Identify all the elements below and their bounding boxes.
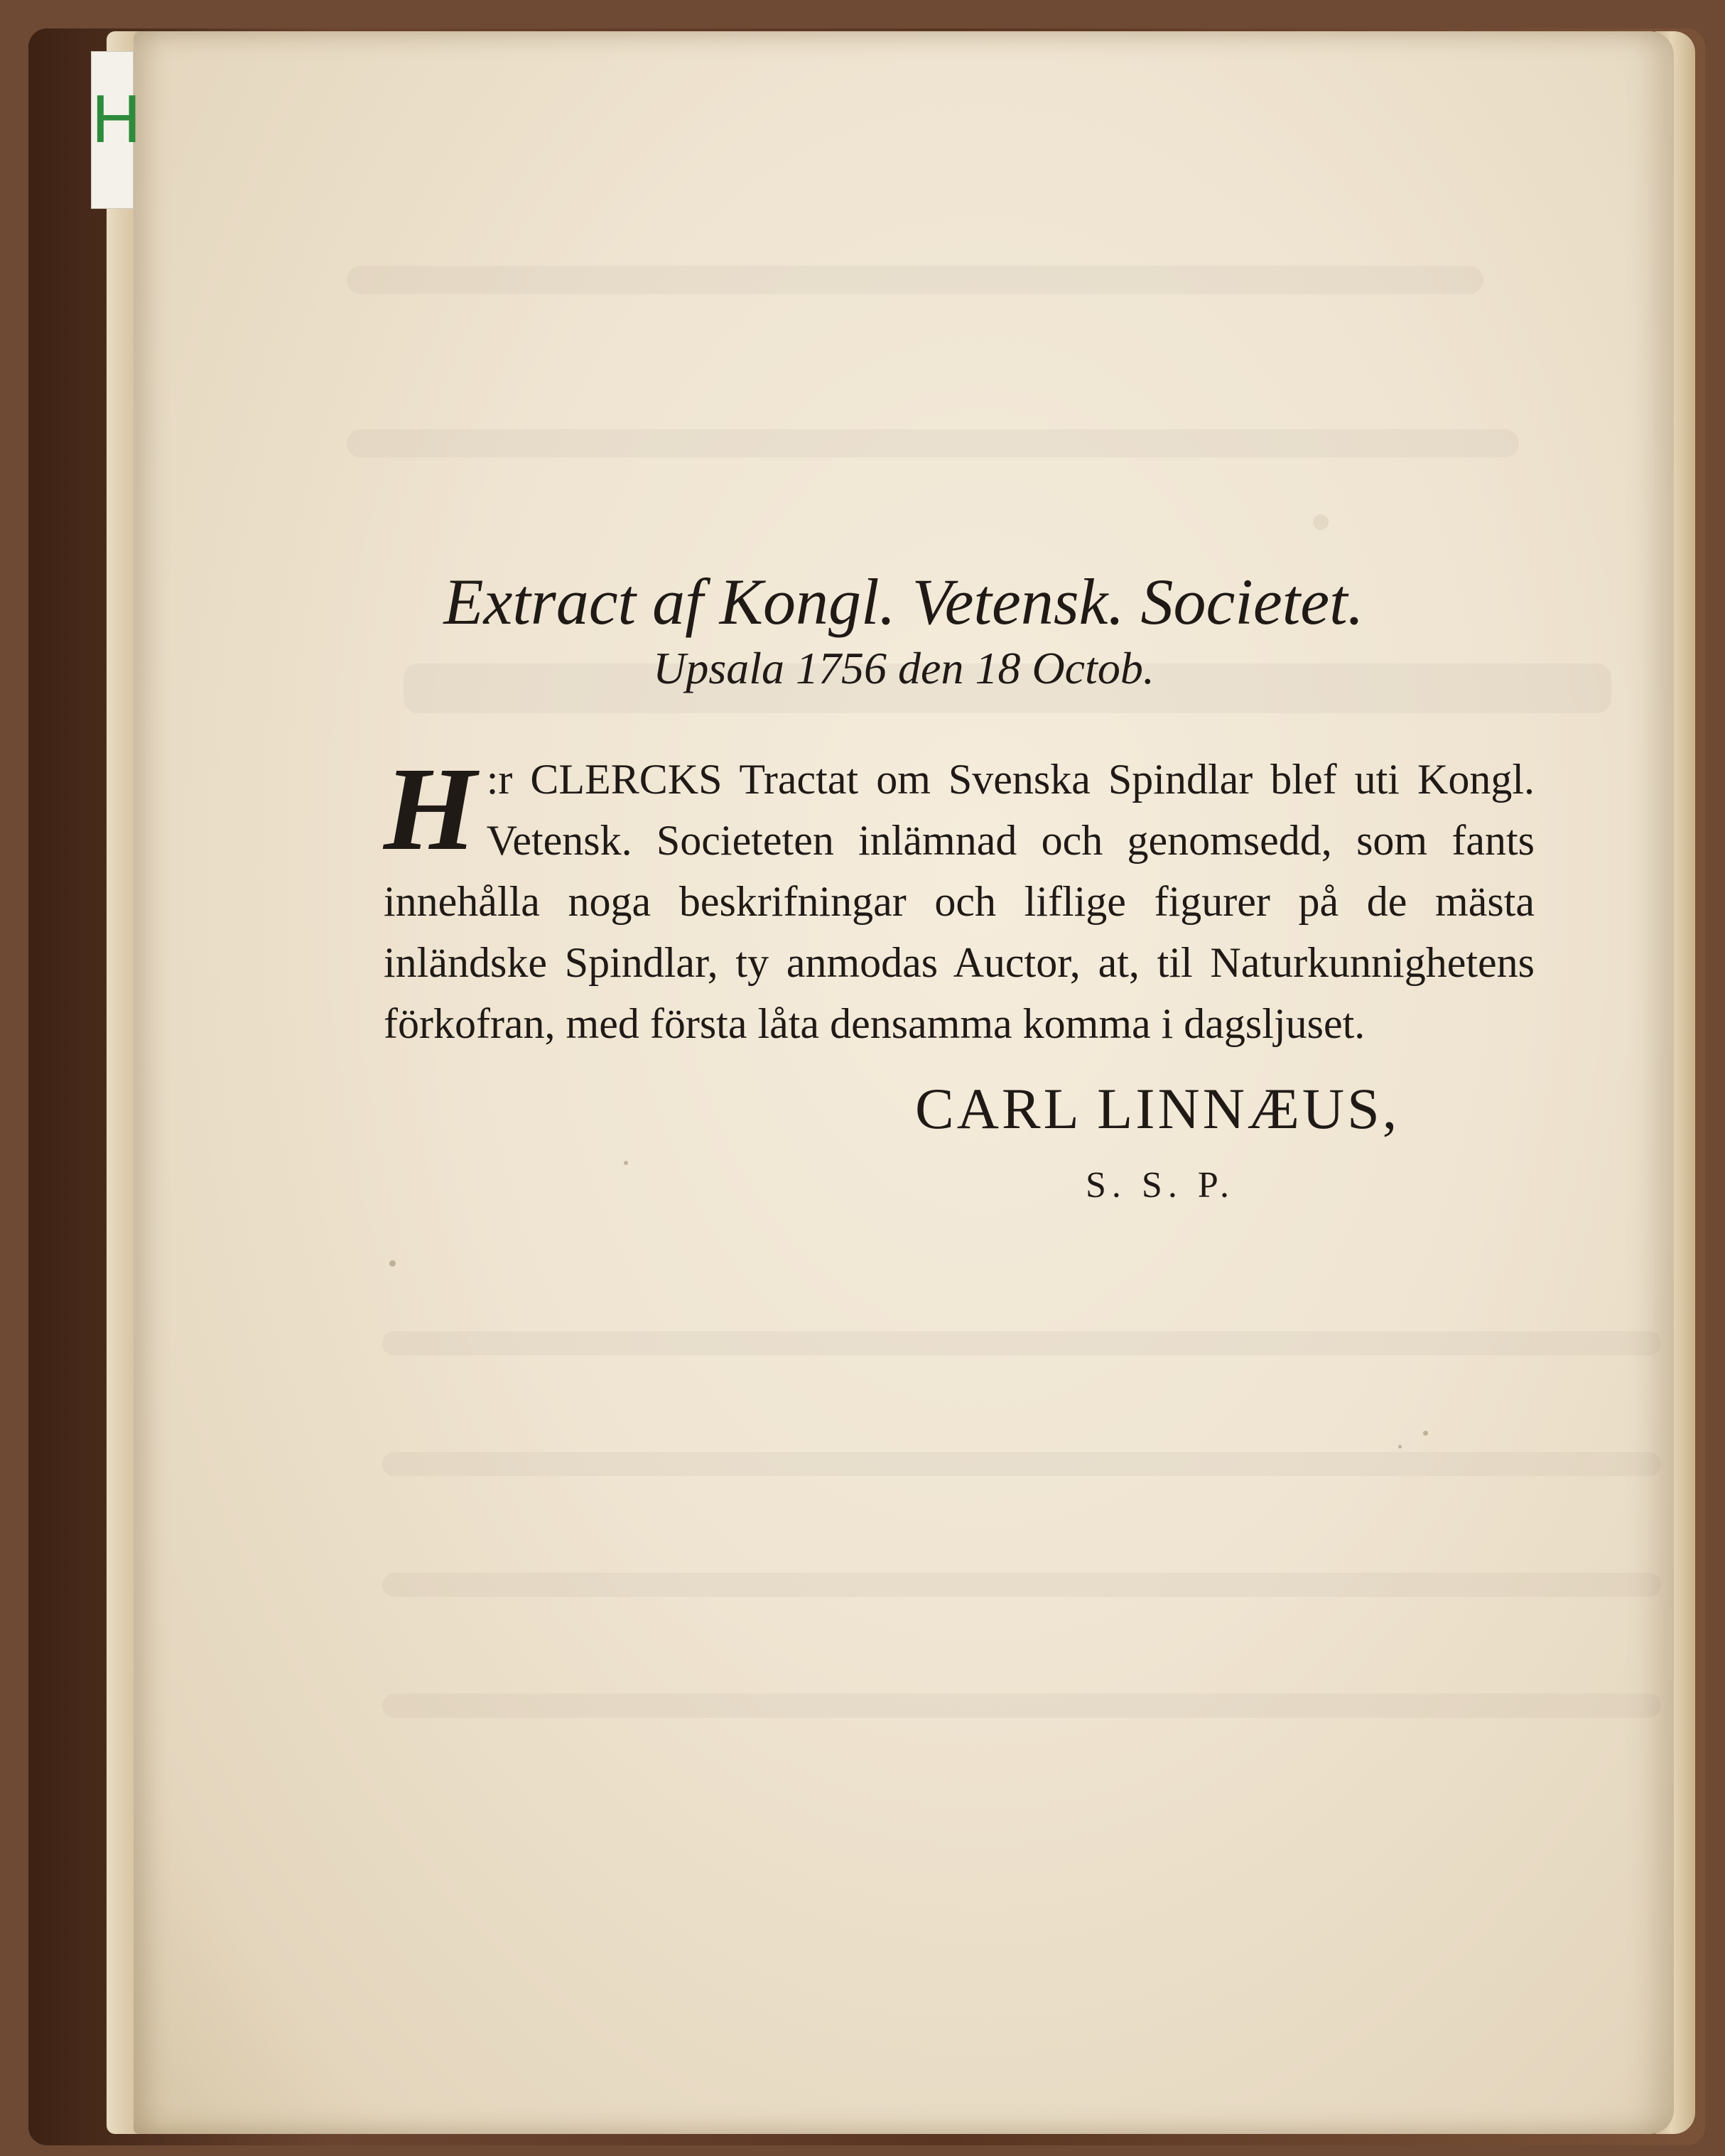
foxing-spot xyxy=(1313,514,1329,530)
page-subtitle: Upsala 1756 den 18 Octob. xyxy=(653,643,1154,693)
bleed-through-band xyxy=(382,1452,1661,1476)
foxing-spot xyxy=(1423,1431,1428,1436)
drop-cap: H xyxy=(384,743,477,875)
catalog-tab xyxy=(91,51,141,209)
book-page xyxy=(134,31,1674,2134)
bleed-through-band xyxy=(347,266,1483,294)
catalog-tab-label: H xyxy=(92,81,141,157)
signature-name: CARL LINNÆUS, xyxy=(915,1076,1400,1141)
foxing-spot xyxy=(1398,1445,1402,1448)
bleed-through-band xyxy=(382,1573,1661,1597)
page-title: Extract af Kongl. Vetensk. Societet. xyxy=(443,565,1364,638)
bleed-through-band xyxy=(347,429,1519,457)
foxing-spot xyxy=(389,1260,396,1267)
body-paragraph xyxy=(384,743,1535,1054)
bleed-through-band xyxy=(382,1331,1661,1355)
body-text: :r CLERCKS Tractat om Svenska Spindlar blef uti Kongl. Vetensk. Societeten inlämnad och genomsedd, som fants innehålla noga beskrifningar och liflige figurer på de mästa inländske Spindlar, ty anmodas Auctor, at, til Naturkunnighetens förkofran, med första låta densamma komma i dagsljuset. xyxy=(384,756,1535,1047)
bleed-through-band xyxy=(382,1694,1661,1718)
signature-title: S. S. P. xyxy=(1086,1165,1235,1206)
foxing-spot xyxy=(624,1161,628,1165)
